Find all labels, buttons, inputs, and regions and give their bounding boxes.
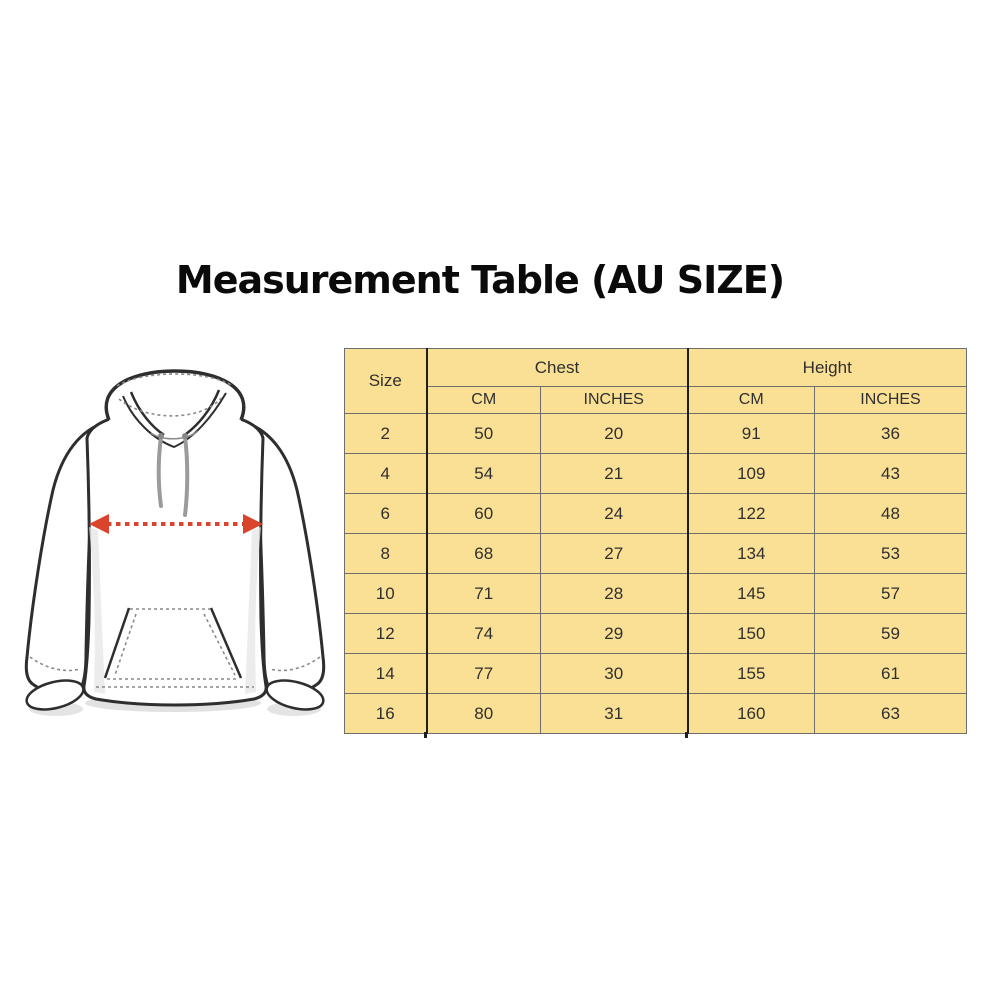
measurement-cell: 61	[815, 654, 967, 694]
size-table-body	[345, 414, 967, 734]
size-cell: 4	[345, 454, 427, 494]
size-cell: 10	[345, 574, 427, 614]
measurement-cell: 57	[815, 574, 967, 614]
size-cell: 6	[345, 494, 427, 534]
measurement-cell: 74	[427, 614, 541, 654]
measurement-cell: 134	[688, 534, 815, 574]
header-height-cm: CM	[688, 387, 815, 414]
header-chest-cm: CM	[427, 387, 541, 414]
header-size: Size	[345, 349, 427, 414]
group-divider-tail	[424, 732, 427, 738]
header-height-inches: INCHES	[815, 387, 967, 414]
size-cell: 16	[345, 694, 427, 734]
measurement-cell: 24	[541, 494, 688, 534]
hoodie-illustration	[10, 362, 340, 730]
measurement-cell: 68	[427, 534, 541, 574]
table-row	[345, 614, 967, 654]
size-table-container	[344, 348, 967, 734]
header-height: Height	[688, 349, 967, 387]
measurement-cell: 59	[815, 614, 967, 654]
table-row	[345, 494, 967, 534]
measurement-cell: 109	[688, 454, 815, 494]
measurement-cell: 29	[541, 614, 688, 654]
size-cell: 8	[345, 534, 427, 574]
measurement-cell: 36	[815, 414, 967, 454]
measurement-cell: 43	[815, 454, 967, 494]
measurement-cell: 48	[815, 494, 967, 534]
measurement-cell: 155	[688, 654, 815, 694]
measurement-cell: 145	[688, 574, 815, 614]
measurement-cell: 150	[688, 614, 815, 654]
measurement-cell: 30	[541, 654, 688, 694]
measurement-cell: 77	[427, 654, 541, 694]
table-header	[345, 349, 967, 414]
table-row	[345, 414, 967, 454]
size-cell: 14	[345, 654, 427, 694]
size-cell: 12	[345, 614, 427, 654]
measurement-cell: 80	[427, 694, 541, 734]
table-row	[345, 454, 967, 494]
measurement-cell: 71	[427, 574, 541, 614]
table-row	[345, 654, 967, 694]
measurement-cell: 50	[427, 414, 541, 454]
measurement-cell: 60	[427, 494, 541, 534]
measurement-cell: 160	[688, 694, 815, 734]
page-title: Measurement Table (AU SIZE)	[175, 258, 785, 302]
table-row	[345, 694, 967, 734]
measurement-cell: 20	[541, 414, 688, 454]
size-table	[344, 348, 967, 734]
measurement-cell: 91	[688, 414, 815, 454]
measurement-cell: 53	[815, 534, 967, 574]
measurement-cell: 31	[541, 694, 688, 734]
header-chest-inches: INCHES	[541, 387, 688, 414]
measurement-cell: 28	[541, 574, 688, 614]
measurement-cell: 122	[688, 494, 815, 534]
header-chest: Chest	[427, 349, 688, 387]
size-cell: 2	[345, 414, 427, 454]
measurement-cell: 21	[541, 454, 688, 494]
measurement-cell: 63	[815, 694, 967, 734]
measurement-cell: 54	[427, 454, 541, 494]
table-row	[345, 574, 967, 614]
measurement-cell: 27	[541, 534, 688, 574]
table-row	[345, 534, 967, 574]
group-divider-tail	[685, 732, 688, 738]
